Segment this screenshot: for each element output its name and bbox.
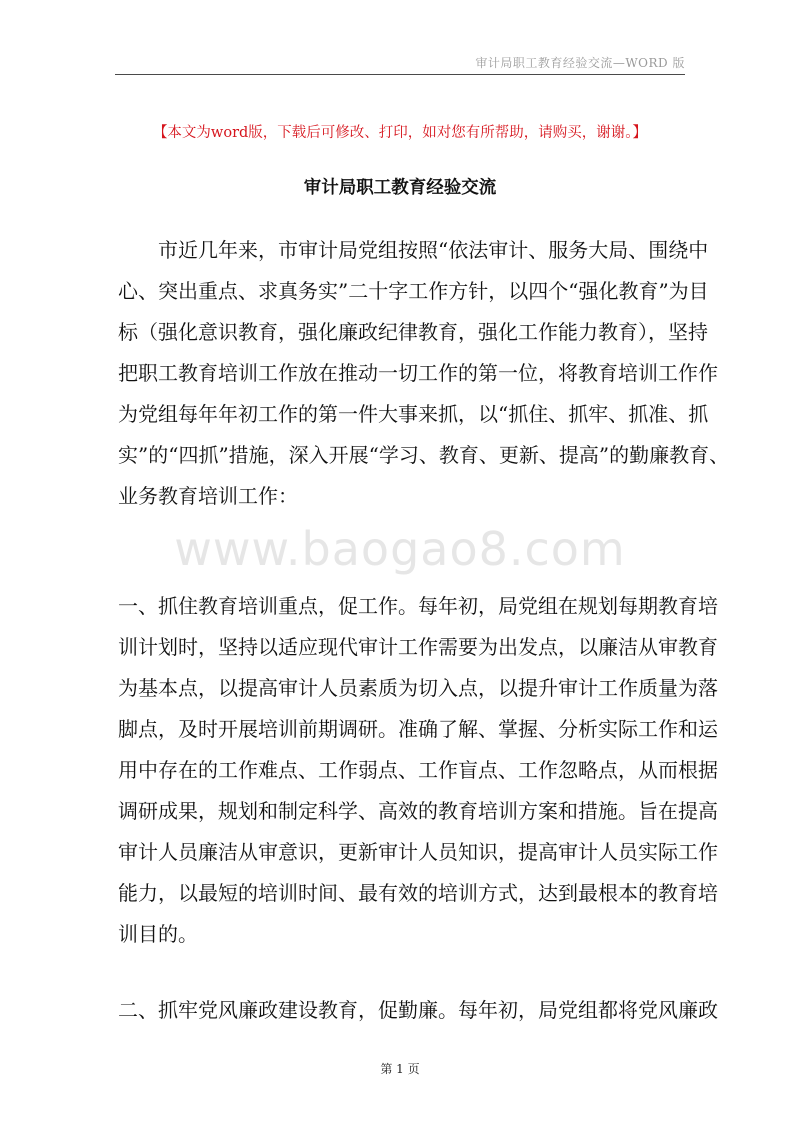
running-header: 审计局职工教育经验交流—WORD 版 bbox=[475, 56, 685, 70]
paragraph-line: 一、抓住教育培训重点，促工作。每年初，局党组在规划每期教育培 bbox=[118, 594, 718, 618]
paragraph-line: 训目的。 bbox=[118, 922, 198, 946]
download-notice: 【本文为word版，下载后可修改、打印，如对您有所帮助，请购买，谢谢。】 bbox=[152, 125, 648, 141]
watermark-text: www.baogao8.com bbox=[174, 522, 626, 576]
document-title: 审计局职工教育经验交流 bbox=[303, 178, 497, 198]
page-number: 第 1 页 bbox=[380, 1062, 420, 1076]
paragraph-section-two bbox=[118, 990, 718, 1031]
paragraph-line: 二、抓牢党风廉政建设教育，促勤廉。每年初，局党组都将党风廉政 bbox=[118, 998, 718, 1022]
paragraph-line: 用中存在的工作难点、工作弱点、工作盲点、工作忽略点，从而根据 bbox=[118, 758, 718, 782]
header-divider bbox=[115, 74, 685, 75]
paragraph-line: 实”的“四抓”措施，深入开展“学习、教育、更新、提高”的勤廉教育、 bbox=[118, 443, 730, 467]
paragraph-line: 业务教育培训工作： bbox=[118, 484, 298, 508]
paragraph-line: 脚点，及时开展培训前期调研。准确了解、掌握、分析实际工作和运 bbox=[118, 717, 718, 741]
paragraph-line: 市近几年来，市审计局党组按照“依法审计、服务大局、围绕中 bbox=[118, 238, 709, 262]
paragraph-line: 心、突出重点、求真务实”二十字工作方针，以四个“强化教育”为目 bbox=[118, 279, 709, 303]
paragraph-line: 训计划时，坚持以适应现代审计工作需要为出发点，以廉洁从审教育 bbox=[118, 635, 718, 659]
paragraph-line: 标（强化意识教育，强化廉政纪律教育，强化工作能力教育），坚持 bbox=[118, 320, 708, 344]
paragraph-line: 为党组每年年初工作的第一件大事来抓，以“抓住、抓牢、抓准、抓 bbox=[118, 402, 709, 426]
paragraph-intro bbox=[118, 230, 730, 517]
paragraph-line: 能力，以最短的培训时间、最有效的培训方式，达到最根本的教育培 bbox=[118, 881, 718, 905]
paragraph-line: 为基本点，以提高审计人员素质为切入点，以提升审计工作质量为落 bbox=[118, 676, 718, 700]
paragraph-section-one bbox=[118, 586, 718, 955]
paragraph-line: 调研成果，规划和制定科学、高效的教育培训方案和措施。旨在提高 bbox=[118, 799, 718, 823]
paragraph-line: 把职工教育培训工作放在推动一切工作的第一位，将教育培训工作作 bbox=[118, 361, 718, 385]
paragraph-line: 审计人员廉洁从审意识，更新审计人员知识，提高审计人员实际工作 bbox=[118, 840, 718, 864]
